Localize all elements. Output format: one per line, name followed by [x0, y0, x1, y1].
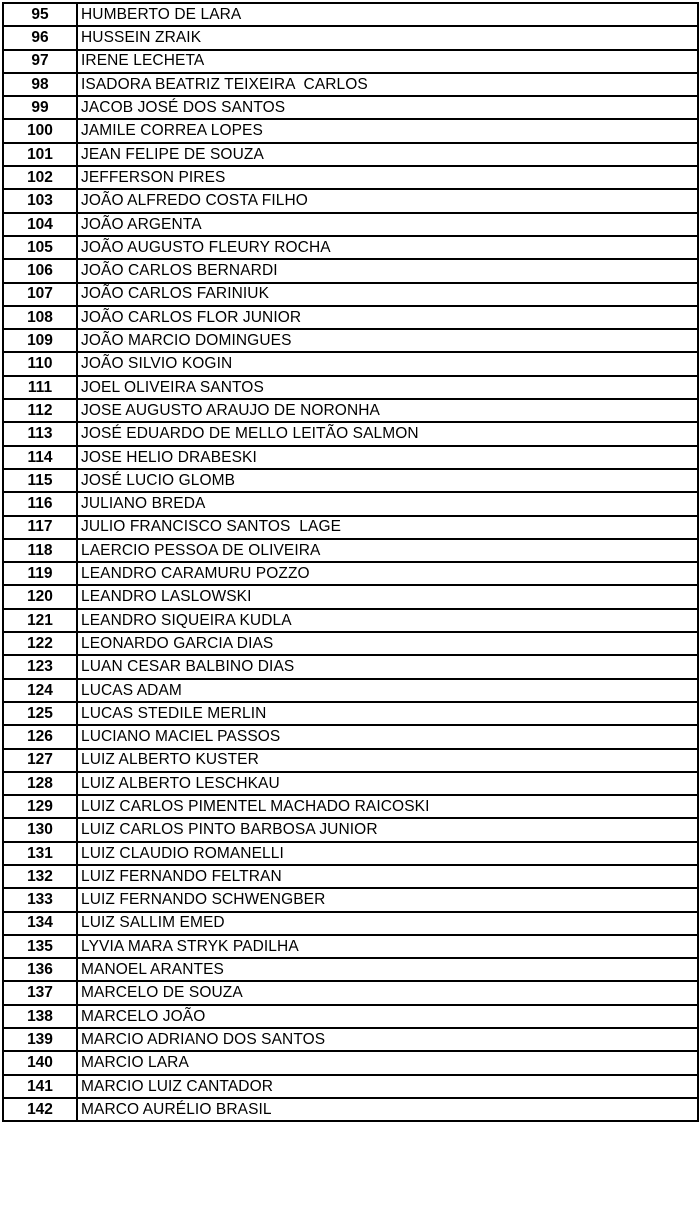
row-name: JOEL OLIVEIRA SANTOS	[77, 376, 698, 399]
table-row	[3, 749, 698, 772]
table-row	[3, 422, 698, 445]
table-row	[3, 119, 698, 142]
row-name: HUMBERTO DE LARA	[77, 3, 698, 26]
row-number: 138	[3, 1005, 77, 1028]
row-number: 105	[3, 236, 77, 259]
table-row	[3, 329, 698, 352]
table-row	[3, 213, 698, 236]
table-row	[3, 1051, 698, 1074]
table-row	[3, 516, 698, 539]
row-name: JULIO FRANCISCO SANTOS LAGE	[77, 516, 698, 539]
table-row	[3, 446, 698, 469]
table-row	[3, 96, 698, 119]
row-number: 126	[3, 725, 77, 748]
table-row	[3, 562, 698, 585]
row-number: 106	[3, 259, 77, 282]
row-number: 117	[3, 516, 77, 539]
row-name: LUCAS ADAM	[77, 679, 698, 702]
row-name: LEANDRO CARAMURU POZZO	[77, 562, 698, 585]
row-number: 112	[3, 399, 77, 422]
row-number: 119	[3, 562, 77, 585]
row-number: 140	[3, 1051, 77, 1074]
table-row	[3, 585, 698, 608]
table-row	[3, 795, 698, 818]
row-name: JOÃO SILVIO KOGIN	[77, 352, 698, 375]
row-number: 120	[3, 585, 77, 608]
table-row	[3, 166, 698, 189]
table-row	[3, 492, 698, 515]
row-number: 130	[3, 818, 77, 841]
table-row	[3, 958, 698, 981]
row-number: 136	[3, 958, 77, 981]
row-name: JEFFERSON PIRES	[77, 166, 698, 189]
row-number: 131	[3, 842, 77, 865]
table-row	[3, 632, 698, 655]
row-number: 115	[3, 469, 77, 492]
row-name: LAERCIO PESSOA DE OLIVEIRA	[77, 539, 698, 562]
table-row	[3, 1005, 698, 1028]
row-name: JOÃO ARGENTA	[77, 213, 698, 236]
table-row	[3, 1098, 698, 1121]
row-number: 101	[3, 143, 77, 166]
row-number: 132	[3, 865, 77, 888]
row-number: 128	[3, 772, 77, 795]
table-row	[3, 981, 698, 1004]
table-row	[3, 306, 698, 329]
row-name: JAMILE CORREA LOPES	[77, 119, 698, 142]
row-number: 99	[3, 96, 77, 119]
table-row	[3, 912, 698, 935]
row-name: MARCIO LUIZ CANTADOR	[77, 1075, 698, 1098]
row-number: 111	[3, 376, 77, 399]
table-row	[3, 143, 698, 166]
table-row	[3, 655, 698, 678]
table-row	[3, 702, 698, 725]
table-row	[3, 283, 698, 306]
row-number: 113	[3, 422, 77, 445]
table-row	[3, 50, 698, 73]
row-number: 121	[3, 609, 77, 632]
row-name: LUAN CESAR BALBINO DIAS	[77, 655, 698, 678]
row-name: MARCO AURÉLIO BRASIL	[77, 1098, 698, 1121]
table-row	[3, 376, 698, 399]
row-name: LUIZ SALLIM EMED	[77, 912, 698, 935]
row-name: JOÃO AUGUSTO FLEURY ROCHA	[77, 236, 698, 259]
table-row	[3, 888, 698, 911]
row-name: LEANDRO LASLOWSKI	[77, 585, 698, 608]
table-row	[3, 259, 698, 282]
row-number: 97	[3, 50, 77, 73]
row-number: 133	[3, 888, 77, 911]
row-name: JEAN FELIPE DE SOUZA	[77, 143, 698, 166]
table-row	[3, 539, 698, 562]
row-name: JOÃO CARLOS BERNARDI	[77, 259, 698, 282]
table-row	[3, 1075, 698, 1098]
name-roster-table	[2, 2, 699, 1122]
row-name: MARCELO JOÃO	[77, 1005, 698, 1028]
table-row	[3, 609, 698, 632]
row-name: LUIZ ALBERTO KUSTER	[77, 749, 698, 772]
row-number: 129	[3, 795, 77, 818]
row-name: JOÃO CARLOS FLOR JUNIOR	[77, 306, 698, 329]
table-row	[3, 399, 698, 422]
table-row	[3, 935, 698, 958]
row-number: 114	[3, 446, 77, 469]
row-name: JACOB JOSÉ DOS SANTOS	[77, 96, 698, 119]
row-name: IRENE LECHETA	[77, 50, 698, 73]
row-number: 100	[3, 119, 77, 142]
row-name: LUIZ FERNANDO SCHWENGBER	[77, 888, 698, 911]
table-row	[3, 3, 698, 26]
row-name: LUIZ ALBERTO LESCHKAU	[77, 772, 698, 795]
row-number: 123	[3, 655, 77, 678]
row-number: 141	[3, 1075, 77, 1098]
row-name: LUIZ FERNANDO FELTRAN	[77, 865, 698, 888]
row-number: 122	[3, 632, 77, 655]
row-name: MANOEL ARANTES	[77, 958, 698, 981]
table-row	[3, 772, 698, 795]
row-name: LUIZ CLAUDIO ROMANELLI	[77, 842, 698, 865]
row-number: 107	[3, 283, 77, 306]
row-name: JOÃO ALFREDO COSTA FILHO	[77, 189, 698, 212]
row-name: LUIZ CARLOS PIMENTEL MACHADO RAICOSKI	[77, 795, 698, 818]
row-number: 98	[3, 73, 77, 96]
table-row	[3, 818, 698, 841]
table-row	[3, 842, 698, 865]
roster-body	[3, 3, 698, 1121]
row-name: MARCELO DE SOUZA	[77, 981, 698, 1004]
row-name: JOSE HELIO DRABESKI	[77, 446, 698, 469]
row-number: 96	[3, 26, 77, 49]
row-number: 108	[3, 306, 77, 329]
table-row	[3, 1028, 698, 1051]
row-name: MARCIO LARA	[77, 1051, 698, 1074]
table-row	[3, 73, 698, 96]
row-name: JOÃO MARCIO DOMINGUES	[77, 329, 698, 352]
table-row	[3, 679, 698, 702]
row-number: 104	[3, 213, 77, 236]
table-row	[3, 189, 698, 212]
table-row	[3, 236, 698, 259]
row-name: JOÃO CARLOS FARINIUK	[77, 283, 698, 306]
row-number: 109	[3, 329, 77, 352]
row-name: HUSSEIN ZRAIK	[77, 26, 698, 49]
row-number: 103	[3, 189, 77, 212]
row-number: 118	[3, 539, 77, 562]
table-row	[3, 469, 698, 492]
row-number: 142	[3, 1098, 77, 1121]
row-name: JULIANO BREDA	[77, 492, 698, 515]
row-number: 134	[3, 912, 77, 935]
row-number: 135	[3, 935, 77, 958]
row-number: 95	[3, 3, 77, 26]
row-name: JOSÉ EDUARDO DE MELLO LEITÃO SALMON	[77, 422, 698, 445]
row-name: JOSE AUGUSTO ARAUJO DE NORONHA	[77, 399, 698, 422]
table-row	[3, 865, 698, 888]
row-number: 110	[3, 352, 77, 375]
row-name: LUIZ CARLOS PINTO BARBOSA JUNIOR	[77, 818, 698, 841]
row-name: ISADORA BEATRIZ TEIXEIRA CARLOS	[77, 73, 698, 96]
row-number: 125	[3, 702, 77, 725]
row-number: 127	[3, 749, 77, 772]
row-number: 124	[3, 679, 77, 702]
row-name: MARCIO ADRIANO DOS SANTOS	[77, 1028, 698, 1051]
table-row	[3, 352, 698, 375]
row-name: LUCIANO MACIEL PASSOS	[77, 725, 698, 748]
row-name: LEONARDO GARCIA DIAS	[77, 632, 698, 655]
row-name: JOSÉ LUCIO GLOMB	[77, 469, 698, 492]
row-number: 102	[3, 166, 77, 189]
row-number: 116	[3, 492, 77, 515]
row-name: LYVIA MARA STRYK PADILHA	[77, 935, 698, 958]
table-row	[3, 725, 698, 748]
row-number: 139	[3, 1028, 77, 1051]
row-name: LEANDRO SIQUEIRA KUDLA	[77, 609, 698, 632]
row-number: 137	[3, 981, 77, 1004]
row-name: LUCAS STEDILE MERLIN	[77, 702, 698, 725]
table-row	[3, 26, 698, 49]
